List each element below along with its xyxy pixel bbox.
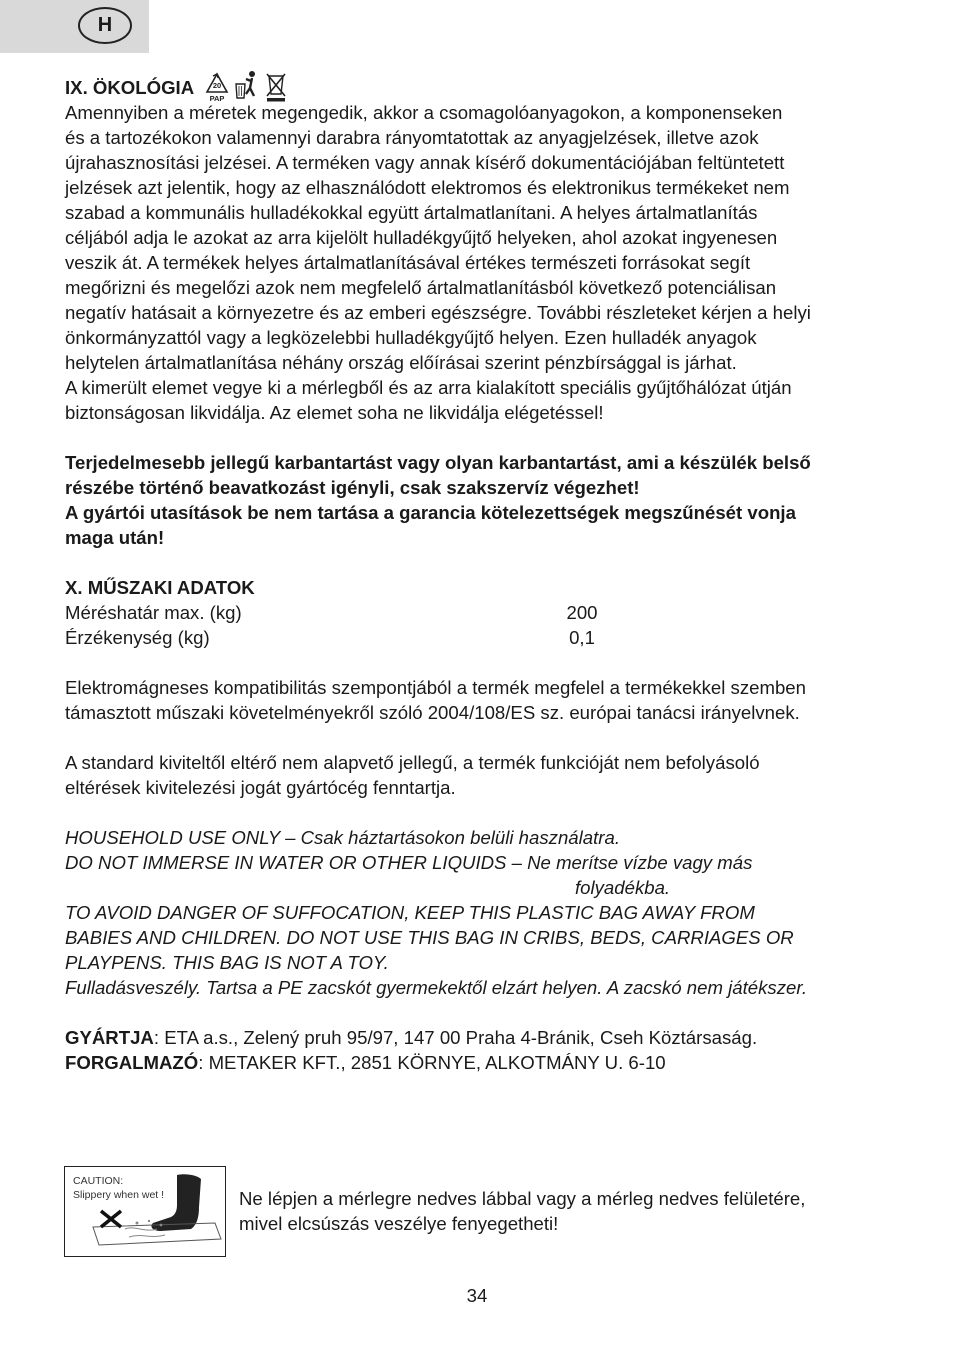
- service-notice-line: Terjedelmesebb jellegű karbantartást vagy olyan karbantartást, ami a készülék belső: [65, 452, 811, 473]
- manufacturer-text: : ETA a.s., Zelený pruh 95/97, 147 00 Praha 4-Bránik, Cseh Köztársaság.: [153, 1027, 758, 1048]
- ecology-line: megőrizni és megelőzi azok nem megfelelő ártalmatlanításból következő potenciálisan: [65, 277, 777, 298]
- standard-note-line: eltérések kivitelezési jogát gyártócég fenntartja.: [65, 777, 456, 798]
- ecology-line: helytelen ártalmatlanítása néhány ország előírásai szerint pénzbírsággal is járhat.: [65, 352, 737, 373]
- warning-line: Fulladásveszély. Tartsa a PE zacskót gyermekektől elzárt helyen. A zacskó nem játékszer.: [65, 977, 807, 998]
- spec-label: Érzékenység (kg): [65, 627, 210, 648]
- recycling-pap-icon: [204, 72, 230, 102]
- caution-subtitle: Slippery when wet !: [73, 1189, 165, 1201]
- ecology-line: biztonságosan likvidálja. Az elemet soha ne likvidálja elégetéssel!: [65, 402, 604, 423]
- service-notice-line: A gyártói utasítások be nem tartása a garancia kötelezettségek megszűnését vonja: [65, 502, 796, 523]
- ecology-heading: [65, 75, 895, 100]
- warning-line: BABIES AND CHILDREN. DO NOT USE THIS BAG IN CRIBS, BEDS, CARRIAGES OR: [65, 927, 794, 948]
- spec-row: [65, 600, 895, 625]
- warning-line: HOUSEHOLD USE ONLY – Csak háztartásokon belüli használatra.: [65, 827, 620, 848]
- spec-value: 200: [566, 602, 598, 623]
- caution-text: [239, 1186, 899, 1236]
- page-number: 34: [466, 1285, 488, 1306]
- ecology-line: veszik át. A termékek helyes ártalmatlanításával értékes természeti forrásokat segít: [65, 252, 751, 273]
- ecology-line: és a tartozékokon valamennyi darabra rányomtatottak az anyagjelzések, illetve azok: [65, 127, 759, 148]
- ecology-icons: [204, 70, 288, 102]
- emc-line: Elektromágneses kompatibilitás szempontjából a termék megfelel a termékekkel szemben: [65, 677, 806, 698]
- ecology-line: negatív hatásait a környezetre és az emberi egészségre. További részleteket kérjen a helyi: [65, 302, 811, 323]
- service-notice-line: részébe történő beavatkozást igényli, csak szakszervíz végezhet!: [65, 477, 640, 498]
- spec-value: 0,1: [569, 627, 595, 648]
- warning-line: DO NOT IMMERSE IN WATER OR OTHER LIQUIDS – Ne merítse vízbe vagy más: [65, 852, 753, 873]
- caution-text-line: mivel elcsúszás veszélye fenyegetheti!: [239, 1213, 559, 1234]
- manufacturer-label: GYÁRTJA: [65, 1027, 154, 1048]
- page-content: [65, 75, 895, 1075]
- standard-note-line: A standard kiviteltől eltérő nem alapvető jellegű, a termék funkcióját nem befolyásoló: [65, 752, 760, 773]
- spec-label: Méréshatár max. (kg): [65, 602, 242, 623]
- ecology-line: szabad a kommunális hulladékokkal együtt ártalmatlanítani. A helyes ártalmatlanítás: [65, 202, 758, 223]
- ecology-line: céljából adja le azokat az arra kijelölt hulladékgyűjtő helyeken, ahol azokat ingyenesen: [65, 227, 778, 248]
- distributor-label: FORGALMAZÓ: [65, 1052, 199, 1073]
- tech-title: X. MŰSZAKI ADATOK: [65, 577, 255, 598]
- ecology-line: újrahasznosítási jelzései. A terméken vagy annak kísérő dokumentációjában feltüntetett: [65, 152, 785, 173]
- language-tab: [0, 0, 149, 53]
- ecology-line: önkormányzattól vagy a legközelebbi hulladékgyűjtő helyen. Ezen hulladék anyagok: [65, 327, 757, 348]
- ecology-line: jelzések azt jelentik, hogy az elhasználódott elektromos és elektronikus termékeket nem: [65, 177, 790, 198]
- tidyman-trash-icon: [234, 70, 260, 102]
- ecology-line: Amennyiben a méretek megengedik, akkor a csomagolóanyagokon, a komponenseken: [65, 102, 783, 123]
- svg-text:20: 20: [212, 81, 222, 90]
- warning-line: folyadékba.: [575, 877, 671, 898]
- emc-line: támasztott műszaki követelményekről szóló 2004/108/ES sz. európai tanácsi irányelvnek.: [65, 702, 800, 723]
- caution-text-line: Ne lépjen a mérlegre nedves lábbal vagy a mérleg nedves felületére,: [239, 1188, 806, 1209]
- ecology-title: IX. ÖKOLÓGIA: [65, 77, 195, 98]
- spec-row: [65, 625, 895, 650]
- caution-title: CAUTION:: [73, 1175, 124, 1187]
- manufacturer-line: [65, 1025, 895, 1050]
- wet-foot-slip-icon: [65, 1167, 225, 1255]
- caution-slippery-pictogram: [64, 1166, 226, 1257]
- ecology-line: A kimerült elemet vegye ki a mérlegből és az arra kialakított speciális gyűjtőhálózat útján: [65, 377, 792, 398]
- warning-line: PLAYPENS. THIS BAG IS NOT A TOY.: [65, 952, 389, 973]
- distributor-text: : METAKER KFT., 2851 KÖRNYE, ALKOTMÁNY U. 6-10: [198, 1052, 666, 1073]
- distributor-line: [65, 1050, 895, 1075]
- language-badge: H: [78, 7, 132, 44]
- warning-line: TO AVOID DANGER OF SUFFOCATION, KEEP THIS PLASTIC BAG AWAY FROM: [65, 902, 755, 923]
- crossed-bin-icon: [264, 70, 288, 102]
- svg-text:PAP: PAP: [209, 94, 225, 102]
- service-notice-line: maga után!: [65, 527, 165, 548]
